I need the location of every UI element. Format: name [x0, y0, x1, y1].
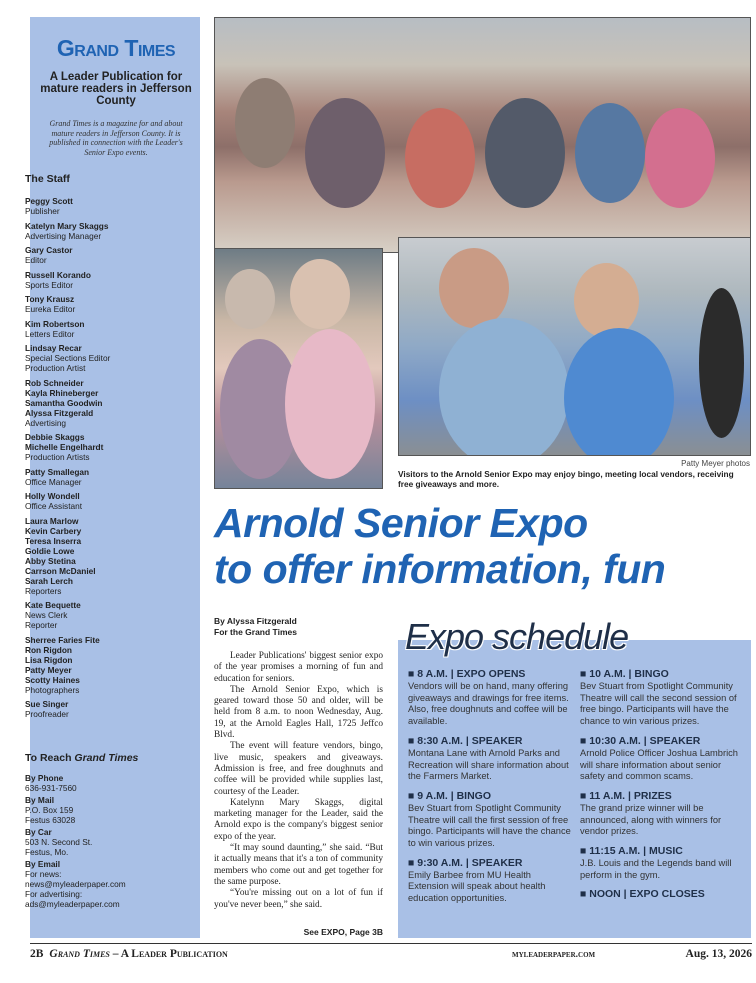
masthead-tagline: A Leader Publication for mature readers in Jefferson County [40, 71, 192, 107]
staff-name: Lindsay Recar [25, 343, 82, 353]
staff-entry [25, 600, 165, 630]
staff-entry [25, 343, 165, 373]
staff-entry [25, 467, 165, 487]
reach-email-news-label: For news: [25, 869, 62, 879]
photo-shape [645, 108, 715, 208]
footer-pub-suffix: – A Leader Publication [109, 948, 228, 960]
masthead-logo: Grand Times [56, 35, 176, 61]
photo-shape [235, 78, 295, 168]
staff-name: Russell Korando [25, 269, 91, 280]
reach-mail [25, 795, 165, 825]
schedule-item [580, 845, 745, 881]
contact-info [25, 773, 165, 911]
staff-name: Michelle Engelhardt [25, 442, 104, 452]
staff-role: Editor [25, 255, 47, 265]
footer-folio [30, 948, 228, 960]
staff-name: Tony Krausz [25, 294, 75, 304]
byline-author: By Alyssa Fitzgerald [214, 616, 297, 626]
staff-name: Laura Marlow [25, 515, 79, 526]
schedule-time: ■ 8 A.M. | EXPO OPENS [408, 668, 526, 680]
footer-rule [30, 943, 752, 944]
staff-entry [25, 491, 165, 511]
staff-name: Kim Robertson [25, 318, 85, 329]
staff-name: Kayla Rhineberger [25, 387, 99, 398]
schedule-description: Vendors will be on hand, many offering giveaways and drawings for free items. Also, free doughnuts and coffee will be available. [408, 681, 569, 727]
staff-entry [25, 270, 165, 290]
jump-link[interactable]: See EXPO, Page 3B [303, 927, 383, 937]
reach-email-news-link[interactable]: news@myleaderpaper.com [25, 879, 126, 889]
schedule-time: ■ 8:30 A.M. | SPEAKER [408, 734, 523, 747]
staff-list [25, 196, 165, 724]
staff-name: Sarah Lerch [25, 575, 73, 586]
reach-phone-label: By Phone [25, 773, 64, 783]
reach-car-line-2: Festus, Mo. [25, 847, 69, 857]
reach-heading-title: Grand Times [74, 752, 139, 764]
staff-name: Teresa Inserra [25, 535, 82, 546]
staff-role: Advertising [25, 417, 67, 428]
staff-entry [25, 378, 165, 428]
reach-email-ads-link[interactable]: ads@myleaderpaper.com [25, 899, 120, 909]
footer-website[interactable]: myleaderpaper.com [512, 950, 596, 960]
article-paragraph: Katelynn Mary Skaggs, digital marketing manager for the Leader, said the Arnold expo is the company's biggest senior expo of the year. [214, 797, 383, 842]
photo-shape [305, 98, 385, 208]
headline-line-2: to offer information, fun [214, 546, 666, 592]
staff-entry [25, 319, 165, 339]
reach-mail-line-2: Festus 63028 [25, 815, 76, 825]
article-paragraph: “You're missing out on a lot of fun if you've never been,” she said. [214, 888, 383, 910]
photo-shape [564, 328, 674, 456]
photo-expo-crowd [214, 17, 751, 253]
staff-entry [25, 294, 165, 314]
staff-entry [25, 245, 165, 265]
masthead-about: Grand Times is a magazine for and about mature readers in Jefferson County. It is published in connection with the Leader's Senior Expo events. [49, 119, 183, 157]
staff-role: Reporters [25, 585, 62, 596]
photo-shape [290, 259, 350, 329]
photo-shape [285, 329, 375, 479]
reach-phone [25, 773, 165, 793]
reach-car [25, 827, 165, 857]
footer-date: Aug. 13, 2026 [685, 948, 752, 960]
article-paragraph: The event will feature vendors, bingo, live music, speakers and giveaways. Admission is free, and free doughnuts and coffee will be provided while supplies last, courtesy of the Leader. [214, 741, 383, 797]
photo-shape [574, 263, 639, 338]
schedule-item [408, 857, 573, 905]
schedule-description: Arnold Police Officer Joshua Lambrich will share information about senior safety and common scams. [580, 747, 738, 782]
reach-mail-label: By Mail [25, 795, 55, 805]
schedule-column-2 [580, 668, 745, 908]
schedule-description: J.B. Louis and the Legends band will perform in the gym. [580, 858, 732, 880]
schedule-item [580, 790, 745, 838]
staff-role: Eureka Editor [25, 304, 76, 314]
staff-entry [25, 196, 165, 216]
staff-entry [25, 432, 165, 462]
staff-name: Scotty Haines [25, 674, 80, 685]
reach-heading [25, 752, 138, 764]
staff-name: Peggy Scott [25, 196, 73, 206]
staff-entry [25, 516, 165, 596]
schedule-time: ■ 9 A.M. | BINGO [408, 789, 491, 802]
staff-name: Lisa Rigdon [25, 654, 73, 665]
schedule-description: The grand prize winner will be announced, along with winners for vendor prizes. [580, 802, 722, 837]
staff-role: Office Assistant [25, 501, 83, 511]
staff-entry [25, 699, 165, 719]
staff-name: Ron Rigdon [25, 644, 73, 655]
schedule-description: Montana Lane with Arnold Parks and Recreation will share information about the Farmers Market. [408, 747, 569, 782]
article-body [214, 651, 383, 911]
staff-heading: The Staff [25, 173, 70, 185]
staff-name: Abby Stetina [25, 555, 76, 566]
schedule-title: Expo schedule [405, 616, 629, 657]
staff-name: Patty Meyer [25, 664, 72, 675]
photo-caption: Visitors to the Arnold Senior Expo may enjoy bingo, meeting local vendors, receiving free giveaways and more. [398, 469, 734, 489]
photo-shape [699, 288, 744, 438]
staff-name: Gary Castor [25, 245, 73, 255]
staff-role: Special Sections Editor [25, 353, 111, 363]
reach-email-ads-label: For advertising: [25, 889, 83, 899]
schedule-item [408, 790, 573, 850]
schedule-time: ■ 10:30 A.M. | SPEAKER [580, 734, 701, 747]
staff-role: Photographers [25, 684, 80, 695]
byline-source: For the Grand Times [214, 627, 297, 637]
photo-shape [439, 248, 509, 328]
reach-email [25, 859, 165, 909]
staff-role: Publisher [25, 206, 60, 216]
photo-shape [405, 108, 475, 208]
staff-entry [25, 635, 165, 695]
article-paragraph: Leader Publications' biggest senior expo of the year promises a morning of fun and education for seniors. [214, 651, 383, 684]
schedule-item [580, 668, 745, 728]
photo-expo-attendees [398, 237, 751, 456]
schedule-item [408, 735, 573, 783]
reach-heading-prefix: To Reach [25, 752, 75, 764]
headline-line-1: Arnold Senior Expo [214, 500, 588, 546]
schedule-description: Bev Stuart from Spotlight Community Theatre will call the first session of free bingo. Participants will have the chance to win various prizes. [408, 802, 571, 849]
schedule-time: ■ NOON | EXPO CLOSES [580, 888, 705, 901]
schedule-time: ■ 11:15 A.M. | MUSIC [580, 845, 683, 858]
schedule-description: Emily Barbee from MU Health Extension will speak about health education opportunities. [408, 869, 546, 904]
staff-role: Production Artists [25, 452, 90, 462]
photo-shape [439, 318, 569, 456]
footer-pub-title: Grand Times [49, 948, 110, 960]
article-paragraph: “It may sound daunting,” she said. “But it actually means that it's a ton of community members who come out and get together for the same purpose. [214, 843, 383, 887]
staff-name: Sue Singer [25, 699, 69, 709]
photo-shape [485, 98, 565, 208]
staff-name: Rob Schneider [25, 377, 84, 388]
staff-name: Sherree Faries Fite [25, 634, 100, 645]
photo-shape [575, 103, 645, 203]
reach-email-label: By Email [25, 859, 61, 869]
staff-role: Advertising Manager [25, 230, 102, 241]
reach-car-line-1: 503 N. Second St. [25, 837, 93, 847]
staff-entry [25, 221, 165, 241]
reach-car-label: By Car [25, 827, 52, 837]
photo-credit: Patty Meyer photos [681, 459, 750, 468]
reach-phone-number: 636-931-7560 [25, 783, 77, 793]
schedule-item [580, 735, 745, 783]
article-paragraph: The Arnold Senior Expo, which is geared toward those 50 and older, will be held from 8 a.m. to noon Wednesday, Aug. 19, at the Arnold Eagles Hall, 1725 Jeffco Blvd. [214, 684, 383, 741]
schedule-description: Bev Stuart from Spotlight Community Theatre will call the second session of free bingo. Participants will have the chance to win various prizes. [580, 681, 737, 727]
photo-shape [225, 269, 275, 329]
schedule-time: ■ 10 A.M. | BINGO [580, 668, 669, 680]
staff-name: Kate Bequette [25, 600, 81, 610]
staff-name: Holly Wondell [25, 491, 80, 501]
staff-role: Reporter [25, 620, 58, 630]
staff-role: Proofreader [25, 709, 69, 719]
staff-name: Patty Smallegan [25, 466, 90, 477]
schedule-item [408, 668, 573, 728]
staff-name: Samantha Goodwin [25, 397, 103, 408]
staff-name: Katelyn Mary Skaggs [25, 220, 109, 231]
staff-role: Letters Editor [25, 328, 75, 339]
staff-name: Debbie Skaggs [25, 432, 85, 442]
reach-mail-line-1: P.O. Box 159 [25, 805, 74, 815]
schedule-time: ■ 11 A.M. | PRIZES [580, 789, 672, 802]
footer-page-number: 2B [30, 948, 44, 960]
staff-role: Office Manager [25, 476, 82, 487]
staff-role: Sports Editor [25, 279, 73, 290]
article-headline [214, 500, 754, 592]
staff-role: Production Artist [25, 363, 86, 373]
schedule-time: ■ 9:30 A.M. | SPEAKER [408, 856, 523, 869]
schedule-item [580, 888, 745, 901]
staff-name: Goldie Lowe [25, 545, 75, 556]
staff-name: Carrson McDaniel [25, 565, 96, 576]
article-byline [214, 616, 384, 638]
staff-name: Kevin Carbery [25, 525, 82, 536]
schedule-column-1 [408, 668, 573, 912]
photo-bingo-winners [214, 248, 383, 489]
staff-role: News Clerk [25, 610, 68, 620]
staff-name: Alyssa Fitzgerald [25, 407, 94, 418]
